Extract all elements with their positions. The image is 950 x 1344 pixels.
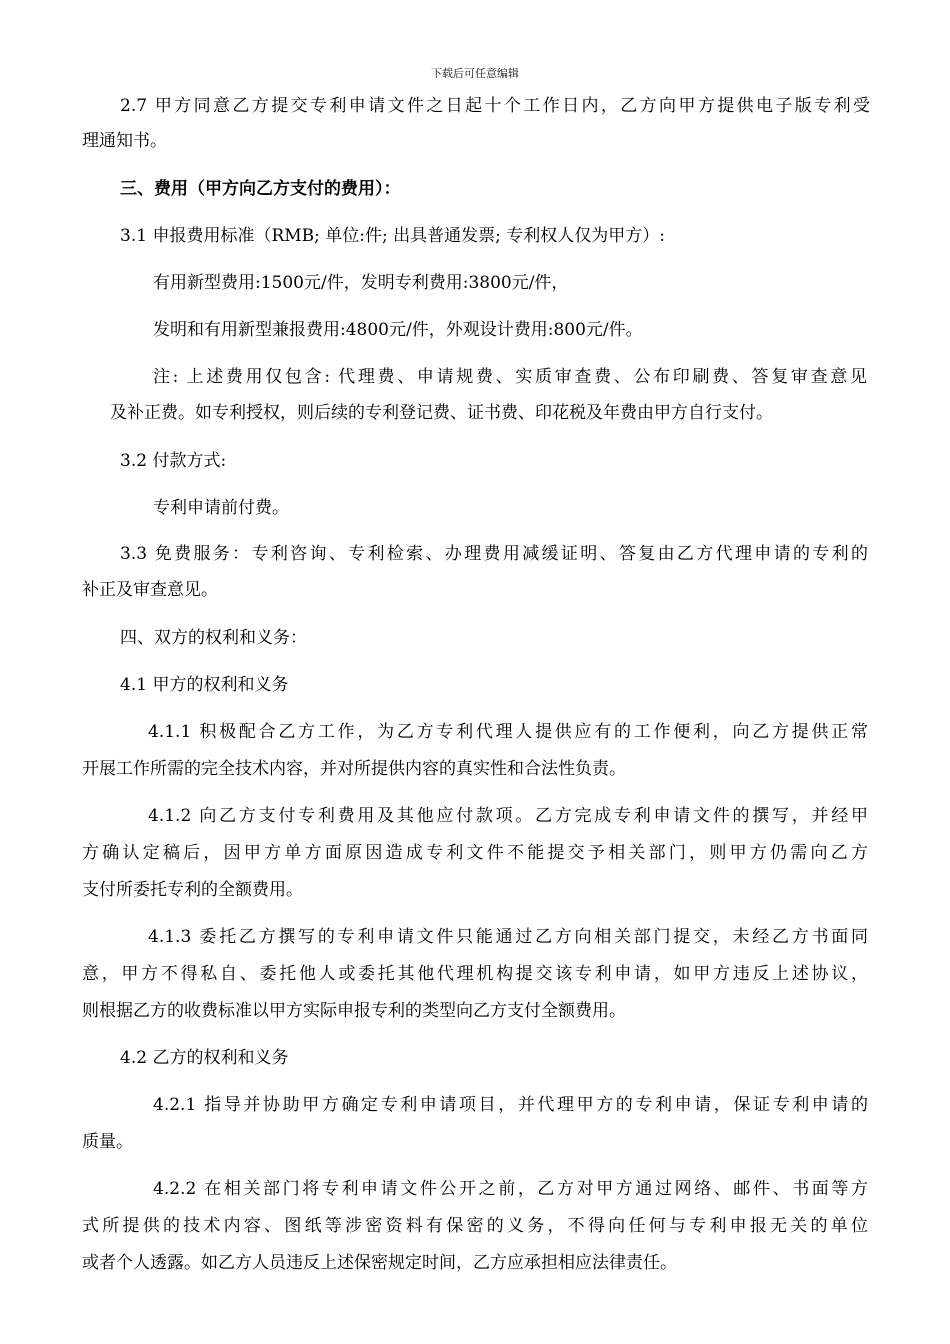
clause-2-7-line-1: 2.7 甲方同意乙方提交专利申请文件之日起十个工作日内，乙方向甲方提供电子版专利受 (120, 96, 870, 116)
clause-4-2-2-line-2: 式所提供的技术内容、图纸等涉密资料有保密的义务，不得向任何与专利申报无关的单位 (82, 1216, 868, 1236)
clause-4-2-heading: 4.2 乙方的权利和义务 (120, 1048, 289, 1068)
clause-4-1-2-line-1: 4.1.2 向乙方支付专利费用及其他应付款项。乙方完成专利申请文件的撰写，并经甲 (148, 806, 868, 826)
section-4-heading: 四、双方的权利和义务： (120, 628, 307, 648)
clause-4-1-2-line-2: 方确认定稿后，因甲方单方面原因造成专利文件不能提交予相关部门，则甲方仍需向乙方 (82, 843, 868, 863)
page-header: 下载后可任意编辑 (431, 67, 519, 80)
clause-3-3-line-2: 补正及审查意见。 (82, 580, 218, 600)
clause-3-2-heading: 3.2 付款方式: (120, 451, 227, 471)
payment-method: 专利申请前付费。 (153, 498, 289, 518)
clause-4-1-1-line-1: 4.1.1 积极配合乙方工作，为乙方专利代理人提供应有的工作便利，向乙方提供正常 (148, 722, 868, 742)
clause-4-1-3-line-3: 则根据乙方的收费标准以甲方实际申报专利的类型向乙方支付全额费用。 (82, 1001, 626, 1021)
fee-line-2: 发明和有用新型兼报费用:4800元/件，外观设计费用:800元/件。 (153, 320, 643, 340)
clause-4-1-1-line-2: 开展工作所需的完全技术内容，并对所提供内容的真实性和合法性负责。 (82, 759, 626, 779)
fee-note-line-2: 及补正费。如专利授权，则后续的专利登记费、证书费、印花税及年费由甲方自行支付。 (110, 403, 773, 423)
clause-4-1-3-line-1: 4.1.3 委托乙方撰写的专利申请文件只能通过乙方向相关部门提交，未经乙方书面同 (148, 927, 868, 947)
fee-line-1: 有用新型费用:1500元/件，发明专利费用:3800元/件， (153, 273, 569, 293)
section-3-heading: 三、费用（甲方向乙方支付的费用）： (120, 179, 401, 199)
fee-note-line-1: 注: 上述费用仅包含: 代理费、申请规费、实质审查费、公布印刷费、答复审查意见 (153, 367, 867, 387)
clause-4-2-2-line-3: 或者个人透露。如乙方人员违反上述保密规定时间，乙方应承担相应法律责任。 (82, 1253, 677, 1273)
clause-2-7-line-2: 理通知书。 (82, 131, 167, 151)
clause-4-1-2-line-3: 支付所委托专利的全额费用。 (82, 880, 303, 900)
clause-3-3-line-1: 3.3 免费服务：专利咨询、专利检索、办理费用减缓证明、答复由乙方代理申请的专利的 (120, 544, 868, 564)
clause-4-2-1-line-1: 4.2.1 指导并协助甲方确定专利申请项目，并代理甲方的专利申请，保证专利申请的 (153, 1095, 868, 1115)
clause-3-1-heading: 3.1 申报费用标准（RMB; 单位:件; 出具普通发票; 专利权人仅为甲方）: (120, 226, 665, 246)
clause-4-2-1-line-2: 质量。 (82, 1132, 133, 1152)
clause-4-1-3-line-2: 意，甲方不得私自、委托他人或委托其他代理机构提交该专利申请，如甲方违反上述协议， (82, 964, 868, 984)
clause-4-1-heading: 4.1 甲方的权利和义务 (120, 675, 289, 695)
clause-4-2-2-line-1: 4.2.2 在相关部门将专利申请文件公开之前，乙方对甲方通过网络、邮件、书面等方 (153, 1179, 868, 1199)
